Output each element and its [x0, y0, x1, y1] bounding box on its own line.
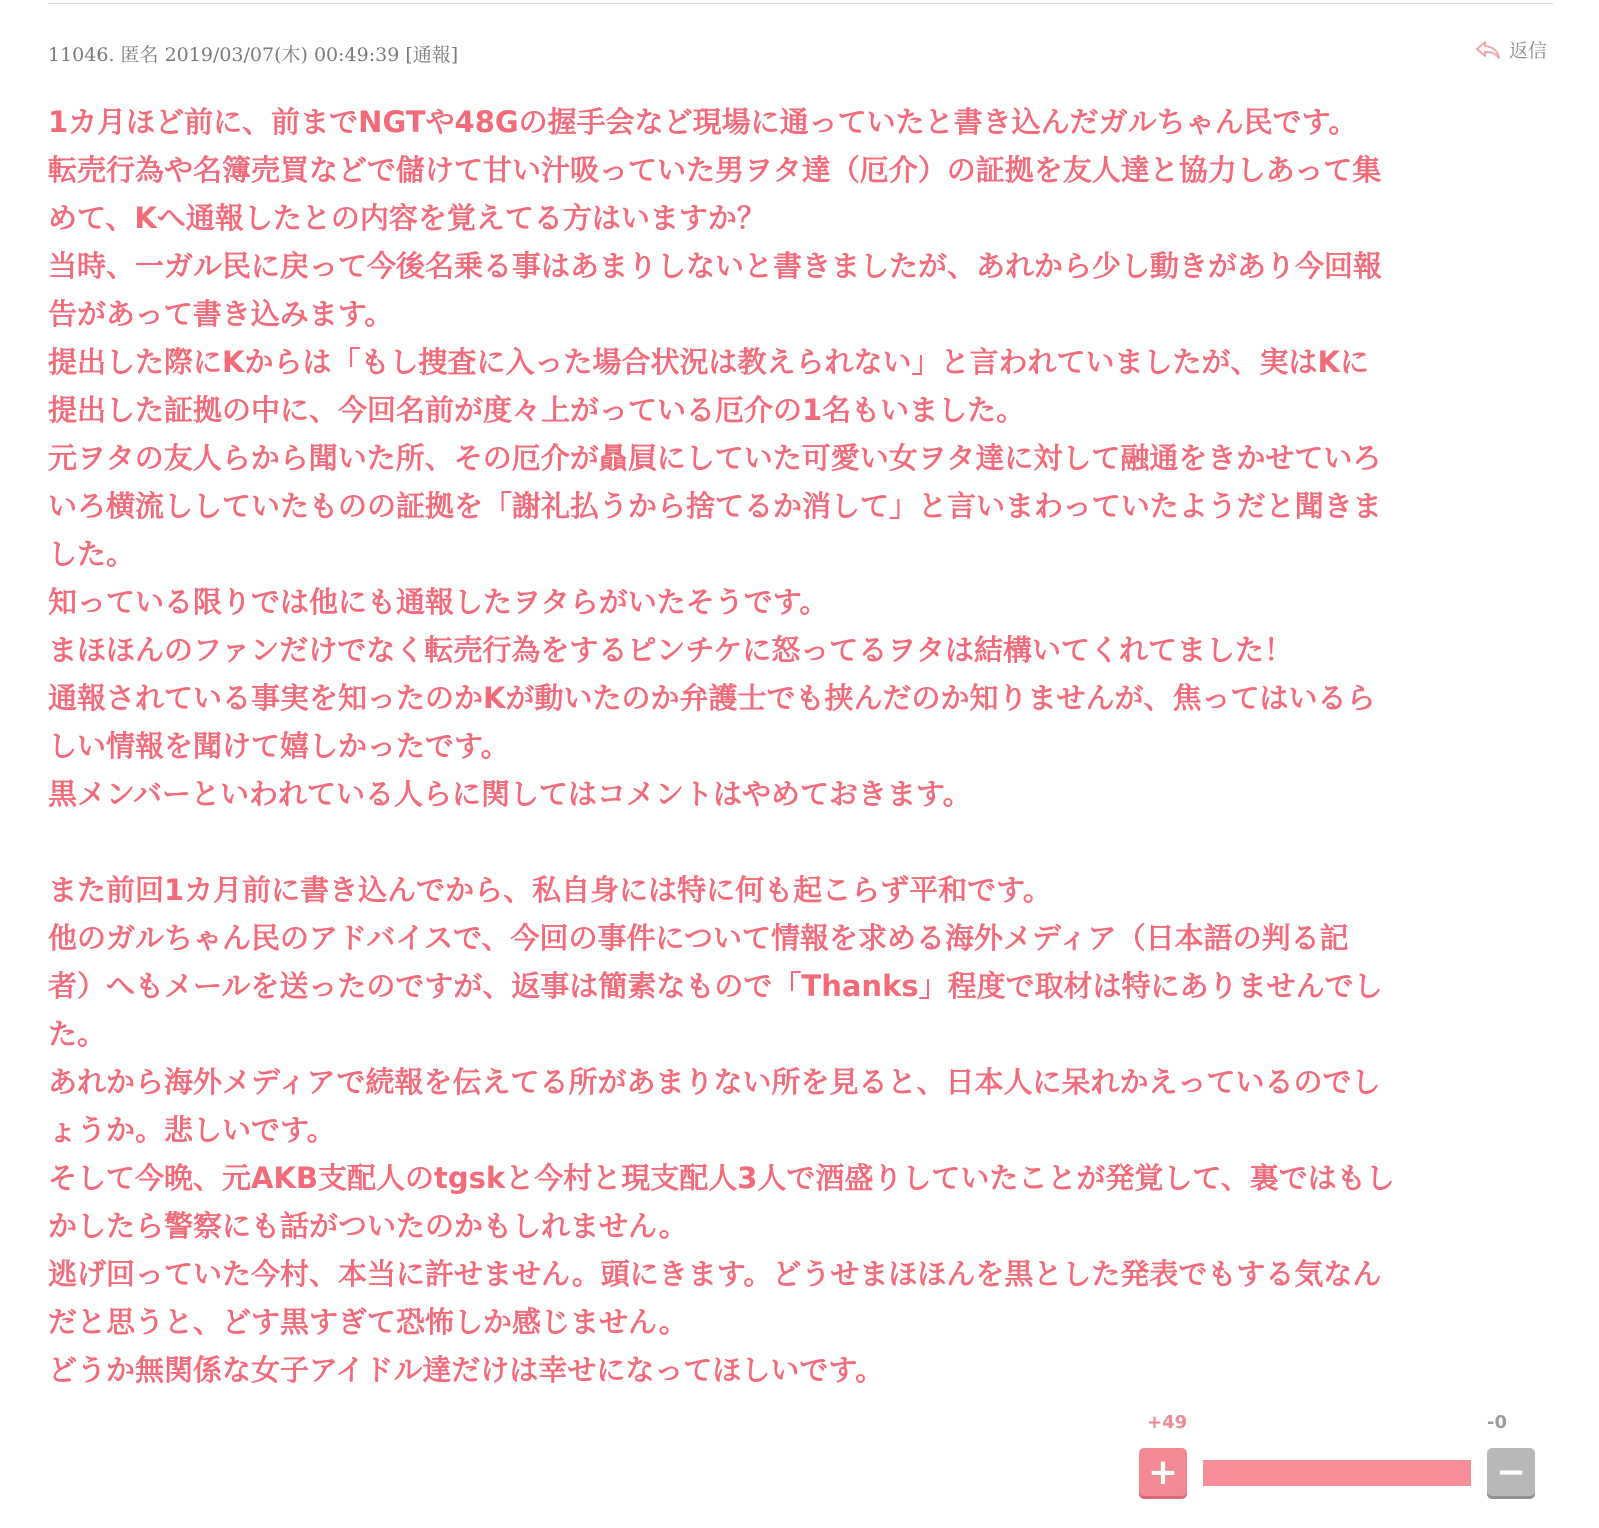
comment-line: いろ横流ししていたものの証拠を「謝礼払うから捨てるか消して」と言いまわっていたようだと聞きま — [48, 489, 1382, 523]
reply-label: 返信 — [1508, 40, 1547, 62]
comment-line: 逃げ回っていた今村、本当に許せません。頭にきます。どうせまほほんを黒とした発表でもする気なん — [48, 1257, 1382, 1291]
comment-datetime: 2019/03/07(木) 00:49:39 — [164, 44, 400, 66]
minus-icon: − — [1495, 1451, 1527, 1493]
comment-line: しい情報を聞けて嬉しかったです。 — [48, 729, 510, 763]
comment-line: めて、Kへ通報したとの内容を覚えてる方はいますか？ — [48, 201, 766, 235]
comment-meta — [48, 40, 458, 67]
comment-line: 提出した証拠の中に、今回名前が度々上がっている厄介の1名もいました。 — [48, 393, 1026, 427]
vote-ratio-fill — [1203, 1460, 1471, 1486]
comment-line: た。 — [48, 1017, 107, 1051]
comment-line: 他のガルちゃん民のアドバイスで、今回の事件について情報を求める海外メディア（日本語の判る記 — [48, 921, 1349, 955]
comment-line: 当時、一ガル民に戻って今後名乗る事はあまりしないと書きましたが、あれから少し動きがあり今回報 — [48, 249, 1383, 283]
comment-line: まほほんのファンだけでなく転売行為をするピンチケに怒ってるヲタは結構いてくれてました！ — [48, 633, 1293, 667]
comment-line: 提出した際にKからは「もし捜査に入った場合状況は教えられない」と言われていましたが、実はKに — [48, 345, 1369, 379]
minus-vote-button[interactable] — [1487, 1448, 1535, 1496]
comment-line: 転売行為や名簿売買などで儲けて甘い汁吸っていた男ヲタ達（厄介）の証拠を友人達と協力しあって集 — [48, 153, 1382, 187]
comment-line: また前回1カ月前に書き込んでから、私自身には特に何も起こらず平和です。 — [48, 873, 1052, 907]
reply-button[interactable] — [1475, 36, 1547, 63]
comment-line: あれから海外メディアで続報を伝えてる所があまりない所を見ると、日本人に呆れかえっているのでし — [48, 1065, 1381, 1099]
comment-line: 黒メンバーといわれている人らに関してはコメントはやめておきます。 — [48, 777, 972, 811]
comment-line: 1カ月ほど前に、前までNGTや48Gの握手会など現場に通っていたと書き込んだガルちゃん民です。 — [48, 105, 1358, 139]
comment-line: 知っている限りでは他にも通報したヲタらがいたそうです。 — [48, 585, 829, 619]
top-divider — [48, 3, 1553, 4]
comment-line — [48, 818, 1558, 866]
comment-line: どうか無関係な女子アイドル達だけは幸せになってほしいです。 — [48, 1353, 885, 1387]
plus-vote-count: +49 — [1147, 1412, 1188, 1433]
comment-number: 11046. — [48, 44, 115, 66]
plus-vote-button[interactable] — [1139, 1448, 1187, 1496]
comment-line: 告があって書き込みます。 — [48, 297, 394, 331]
minus-vote-count: -0 — [1487, 1412, 1507, 1433]
comment-line: した。 — [48, 537, 136, 571]
reply-arrow-icon — [1475, 40, 1501, 60]
comment-author: 匿名 — [120, 44, 159, 66]
comment-line: そして今晩、元AKB支配人のtgskと今村と現支配人3人で酒盛りしていたことが発覚して、裏ではもし — [48, 1161, 1395, 1195]
vote-ratio-bar — [1203, 1460, 1471, 1486]
comment-line: だと思うと、どす黒すぎて恐怖しか感じません。 — [48, 1305, 688, 1339]
comment-line: ょうか。悲しいです。 — [48, 1113, 336, 1147]
comment-line: かしたら警察にも話がついたのかもしれません。 — [48, 1209, 688, 1243]
report-link[interactable]: [通報] — [405, 44, 459, 66]
plus-icon: + — [1147, 1451, 1179, 1493]
comment-line: 者）へもメールを送ったのですが、返事は簡素なもので「Thanks」程度で取材は特にありませんでし — [48, 969, 1383, 1003]
comment-body — [48, 98, 1558, 1394]
vote-widget — [1137, 1412, 1537, 1502]
comment-line: 元ヲタの友人らから聞いた所、その厄介が贔屓にしていた可愛い女ヲタ達に対して融通をきかせていろ — [48, 441, 1382, 475]
comment-line: 通報されている事実を知ったのかKが動いたのか弁護士でも挟んだのか知りませんが、焦ってはいるら — [48, 681, 1376, 715]
